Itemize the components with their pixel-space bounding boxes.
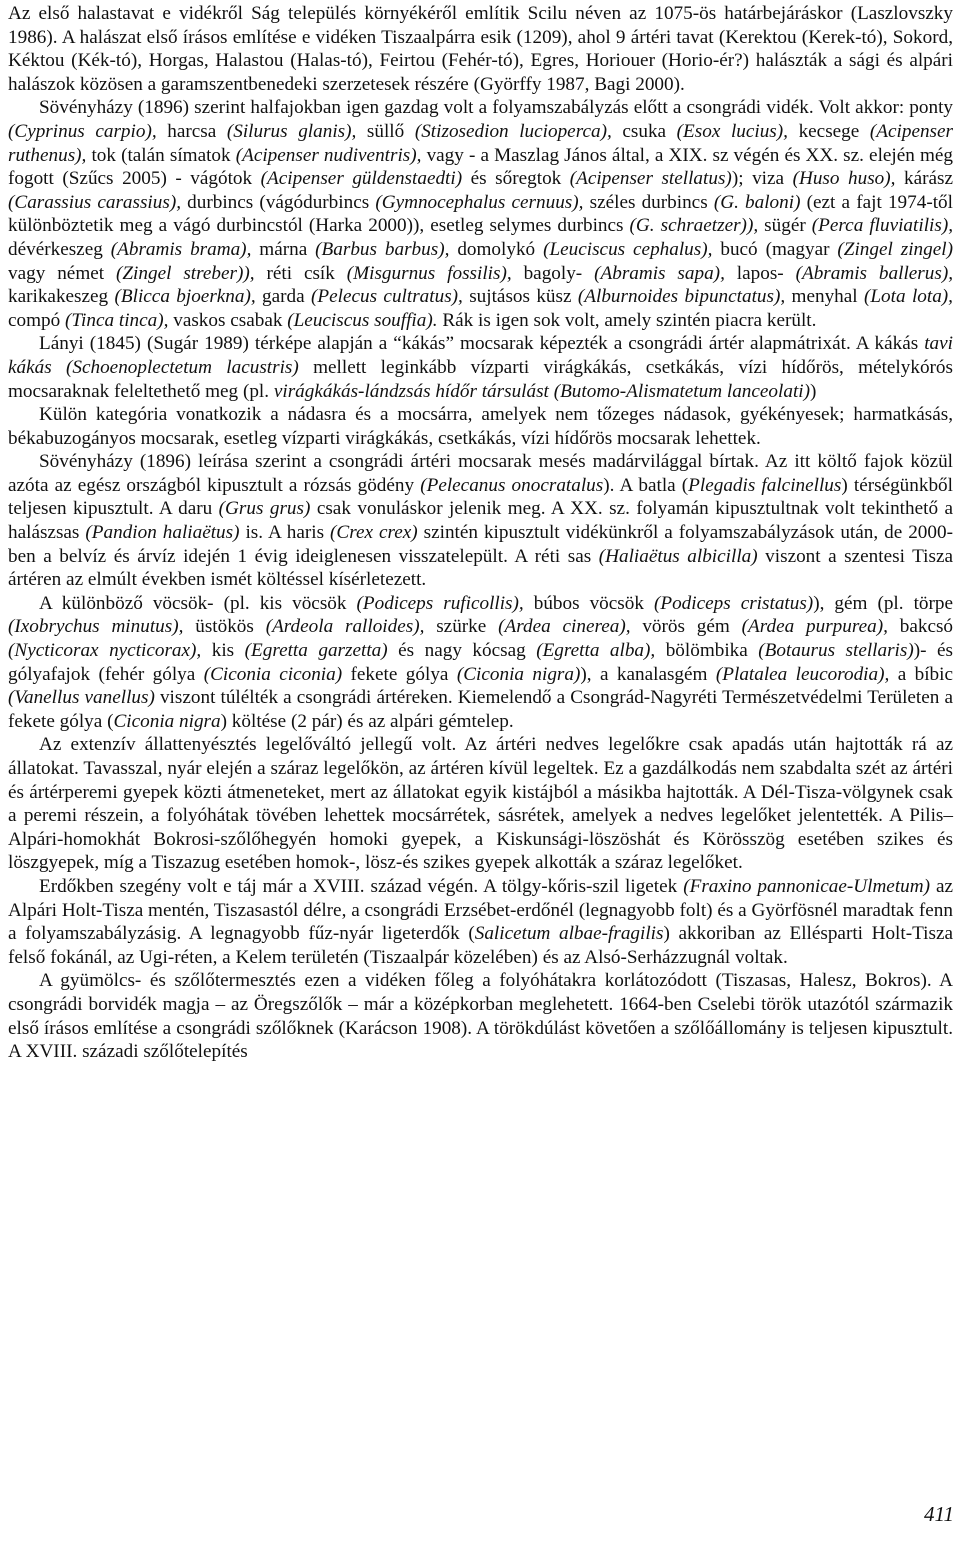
text-run: bucó (magyar [712, 238, 838, 260]
italic-run: (Acipenser nudiventris), [235, 144, 422, 166]
italic-run: (Egretta alba), [536, 640, 656, 662]
italic-run: (Haliaëtus albicilla) [598, 545, 758, 567]
text-run: durbincs (vágódurbincs [181, 191, 376, 213]
text-run: üstökös [183, 616, 266, 638]
paragraph [8, 96, 953, 332]
text-run: vagy - a Maszlag János által, a XIX. sz végén és XX. sz. elején még fogott (Szűcs 2005) - vágótok [8, 144, 953, 190]
italic-run: (Ciconia nigra) [456, 663, 581, 685]
text-run: széles durbincs [583, 191, 714, 213]
text-run: és nagy kócsag [387, 640, 537, 662]
text-run: Az első halastavat e vidékről Ság település környékéről említik Scilu néven az 1075-ös határbejáráskor (Laszlovszky 1986). A halászat első írásos említése e vidéken Tiszaalpárra esik (1209), ahol 9 ártéri tavat (Kerektou (Kerek-tó), Sokord, Kéktou (Kék-tó), Horgas, Halastou (Halas-tó), Feirtou (Fehér-tó), Egres, Horiouer (Horio-ér?) halászták a sági és alpári halászok közösen a garamszentbenedeki szerzetesek részére (Györffy 1987, Bagi 2000). [8, 3, 953, 95]
text-run: fekete gólya [342, 663, 457, 685]
text-run: az Alpári Holt-Tisza mentén, Tiszasastól délre, a csongrádi Erzsébet-erdőnél (legnagyobb folt) és a Györfösnél maradtak fenn a folyamszabályzásig. A legnagyobb fűz-nyár ligeterdők ( [8, 875, 953, 945]
text-run: lapos- [724, 262, 796, 284]
text-run: sügér [758, 215, 812, 237]
text-run: bakcsó [887, 616, 954, 638]
text-run: ) akkoriban az Ellésparti Holt-Tisza felső fokánál, az Ugi-réten, a Kelem területén (Tiszaalpár közelében) és az Alsó-Serházzugnál voltak. [8, 923, 953, 968]
italic-run: (Vanellus vanellus) [8, 687, 155, 709]
italic-run: (Pelecus cultratus), [311, 286, 463, 308]
paragraph [8, 733, 953, 875]
text-run: (ezt a fajt 1974-től különböztetik meg a vágó durbincstól (Harka 2000)), esetleg selymes durbincs [8, 191, 953, 237]
italic-run: (Tinca tinca), [65, 309, 169, 331]
italic-run: (Misgurnus fossilis), [346, 262, 512, 284]
text-run: ), a kanalasgém [580, 663, 716, 685]
text-run: csuka [611, 120, 677, 142]
text-run: réti csík [254, 262, 347, 284]
italic-run: (Acipenser stellatus) [569, 168, 732, 190]
paragraph [8, 969, 953, 1063]
text-run: garda [255, 286, 312, 308]
italic-run: Salicetum albae-fragilis [474, 923, 664, 945]
italic-run: (Fraxino pannonicae-Ulmetum) [683, 875, 930, 897]
text-run: sujtásos küsz [462, 286, 578, 308]
text-run: Külön kategória vonatkozik a nádasra és a mocsárra, amelyek nem tőzeges nádasok, gyékényesek; harmatkásás, békabuzogányos mocsarak, esetleg vízparti virágkákás, csetkákás, vízi hídőrös mocsarak lehettek. [8, 404, 953, 449]
italic-run: (G. baloni) [713, 191, 801, 213]
text-run: kárász [895, 168, 954, 190]
text-run: süllő [356, 120, 415, 142]
italic-run: (Stizosedion lucioperca), [414, 120, 612, 142]
italic-run: (Ardea cinerea), [498, 616, 631, 638]
italic-run: Ciconia nigra [113, 710, 221, 732]
text-run: márna [251, 238, 316, 260]
italic-run: (Abramis brama), [110, 238, 252, 260]
paragraph [8, 592, 953, 734]
text-run: Sövényházy (1896) leírása szerint a csongrádi ártéri mocsarak mesés madárvilággal bírtak. Az itt költő fajok közül azóta az egész országból kipusztult a rózsás gödény [8, 451, 953, 496]
paragraph [8, 332, 953, 403]
text-run: viszont túlélték a csongrádi ártéreken. Kiemelendő a Csongrád-Nagyréti Természetvédelmi Területen a fekete gólya ( [8, 687, 953, 732]
page-number: 411 [924, 1502, 954, 1526]
italic-run: (Barbus barbus), [315, 238, 450, 260]
text-run: domolykó [449, 238, 544, 260]
text-run: bagoly- [511, 262, 595, 284]
text-run: vagy német [8, 262, 116, 284]
italic-run: (Blicca bjoerkna), [114, 286, 256, 308]
italic-run: Plegadis falcinellus [688, 474, 842, 496]
italic-run: (Ardeola ralloides), [265, 616, 425, 638]
paragraph [8, 450, 953, 592]
text-run: szürke [424, 616, 499, 638]
italic-run: (Nycticorax nycticorax), [8, 640, 202, 662]
italic-run: (Pelecanus onocratalus [420, 474, 604, 496]
text-run: tok (talán símatok [86, 144, 236, 166]
text-run: vörös gém [630, 616, 742, 638]
italic-run: (Carassius carassius), [8, 191, 182, 213]
italic-run: (Pandion haliaëtus) [85, 522, 240, 544]
italic-run: (G. schraetzer)), [629, 215, 759, 237]
italic-run: tavi kákás (Schoenoplectetum lacustris) [8, 333, 953, 378]
text-run: és sőregtok [462, 168, 570, 190]
italic-run: (Esox lucius), [676, 120, 788, 142]
text-run: mellett leginkább vízparti virágkákás, csetkákás, vízi hídőrös, mételykórós mocsaraknak feleltethető meg (pl. [8, 356, 953, 402]
text-run: bölömbika [655, 640, 759, 662]
italic-run: (Podiceps ruficollis), [356, 592, 524, 614]
text-run: vaskos csabak [168, 309, 288, 331]
text-run: Erdőkben szegény volt e táj már a XVIII. század végén. A tölgy-kőris-szil ligetek [39, 875, 684, 897]
italic-run: (Grus grus) [218, 498, 311, 520]
italic-run: (Cyprinus carpio), [8, 120, 157, 142]
text-run: ), gém (pl. törpe [813, 592, 954, 614]
text-run: csak vonuláskor jelenik meg. A XX. sz. folyamán kipusztultnak volt tekinthető a halászsas [8, 498, 953, 544]
italic-run: (Acipenser güldenstaedti) [260, 168, 463, 190]
italic-run: (Gymnocephalus cernuus), [375, 191, 584, 213]
text-run: kecsege [787, 120, 870, 142]
italic-run: (Botaurus stellaris) [758, 640, 914, 662]
italic-run: virágkákás-lándzsás hídőr társulást (Butomo-Alismatetum lanceolati) [273, 380, 811, 402]
text-run: is. A haris [239, 522, 331, 544]
italic-run: (Acipenser ruthenus), [8, 120, 954, 166]
italic-run: (Ciconia ciconia) [203, 663, 343, 685]
text-run: menyhal [785, 286, 864, 308]
text-run: ); viza [731, 168, 793, 190]
italic-run: (Abramis sapa), [594, 262, 725, 284]
text-run: viszont a szentesi Tisza ártéren az elmúlt években ismét költéssel kísérletezett. [8, 545, 953, 591]
text-run: karikakeszeg [8, 286, 115, 308]
italic-run: (Crex crex) [330, 522, 418, 544]
italic-run: (Huso huso), [792, 168, 896, 190]
text-run: kis [201, 640, 245, 662]
italic-run: (Ardea purpurea), [741, 616, 888, 638]
italic-run: (Perca fluviatilis), [811, 215, 954, 237]
italic-run: (Platalea leucorodia), [715, 663, 890, 685]
text-run: ). A batla ( [603, 474, 689, 496]
text-run: A gyümölcs- és szőlőtermesztés ezen a vidéken főleg a folyóhátakra korlátozódott (Tiszasas, Halesz, Bokros). A csongrádi borvidék magja – az Öregszőlők – már a középkorban meglehetett. 1664-ben Cselebi török utazótól származik első írásos említése a csongrádi szőlőknek (Karácson 1908). A törökdúlást követően a szőlőállomány is teljesen kipusztult. A XVIII. századi szőlőtelepítés [8, 970, 953, 1063]
italic-run: (Zingel zingel) [837, 238, 953, 260]
text-run: szintén kipusztult vidékünkről a folyamszabályzások után, de 2000-ben a belvíz és árvíz idején 1 évig ideiglenesen visszatelepült. A réti sas [8, 522, 953, 567]
italic-run: (Ixobrychus minutus), [8, 616, 184, 638]
italic-run: (Podiceps cristatus) [653, 592, 814, 614]
text-run: ) költése (2 pár) és az alpári gémtelep. [220, 710, 514, 732]
text-run: Az extenzív állattenyésztés legelőváltó jellegű volt. Az ártéri nedves legelőkre csak apadás után hajtották rá az állatokat. Tavasszal, nyár elején a száraz legelőkön, az ártéren kívül legeltek. Ez a gazdálkodás nem szabdalta szét az ártéri és ártérperemi gyepek közti átmeneteket, mert az állatokat egyik kistájból a másikba hajtották. A Dél-Tisza-völgynek csak a peremi részein, a folyóhátak tövében lehettek mocsárrétek, sásrétek, amelyek a nedves legelőket jelentették. A Pilis–Alpári-homokhát Bokrosi-szőlőhegyén homoki gyepek, a Kiskunsági-löszöshát és Körösszög esetében szikes és löszgyepek, míg a Tiszazug esetében homok-, lösz-és szikes gyepek alkották a száraz legelőket. [8, 734, 953, 874]
paragraph [8, 403, 953, 450]
italic-run: (Zingel streber)), [116, 262, 255, 284]
italic-run: (Alburnoides bipunctatus), [577, 286, 786, 308]
text-run: )- és gólyafajok (fehér gólya [8, 640, 954, 685]
text-run: A különböző vöcsök- (pl. kis vöcsök [39, 592, 357, 614]
italic-run: (Leuciscus souffia). [287, 309, 438, 331]
page-body [8, 2, 953, 1064]
text-run: harcsa [156, 120, 227, 142]
italic-run: (Abramis ballerus), [795, 262, 953, 284]
italic-run: (Leuciscus cephalus), [543, 238, 713, 260]
text-run: búbos vöcsök [523, 592, 654, 614]
text-run: Sövényházy (1896) szerint halfajokban igen gazdag volt a folyamszabályzás előtt a csongrádi vidék. Volt akkor: ponty [39, 97, 953, 119]
italic-run: (Silurus glanis), [226, 120, 357, 142]
paragraph [8, 875, 953, 969]
text-run: ) térségünkből teljesen kipusztult. A daru [8, 474, 953, 520]
text-run: Lányi (1845) (Sugár 1989) térképe alapján a “kákás” mocsarak képezték a csongrádi ártér alapmátrixát. A kákás [39, 333, 925, 355]
text-run: ) [810, 380, 817, 402]
text-run: compó [8, 309, 66, 331]
text-run: Rák is igen sok volt, amely szintén piacra került. [437, 309, 817, 331]
italic-run: (Egretta garzetta) [244, 640, 388, 662]
text-run: dévérkeszeg [8, 238, 111, 260]
paragraph [8, 2, 953, 96]
text-run: a bíbic [889, 663, 953, 685]
italic-run: (Lota lota), [864, 286, 953, 308]
